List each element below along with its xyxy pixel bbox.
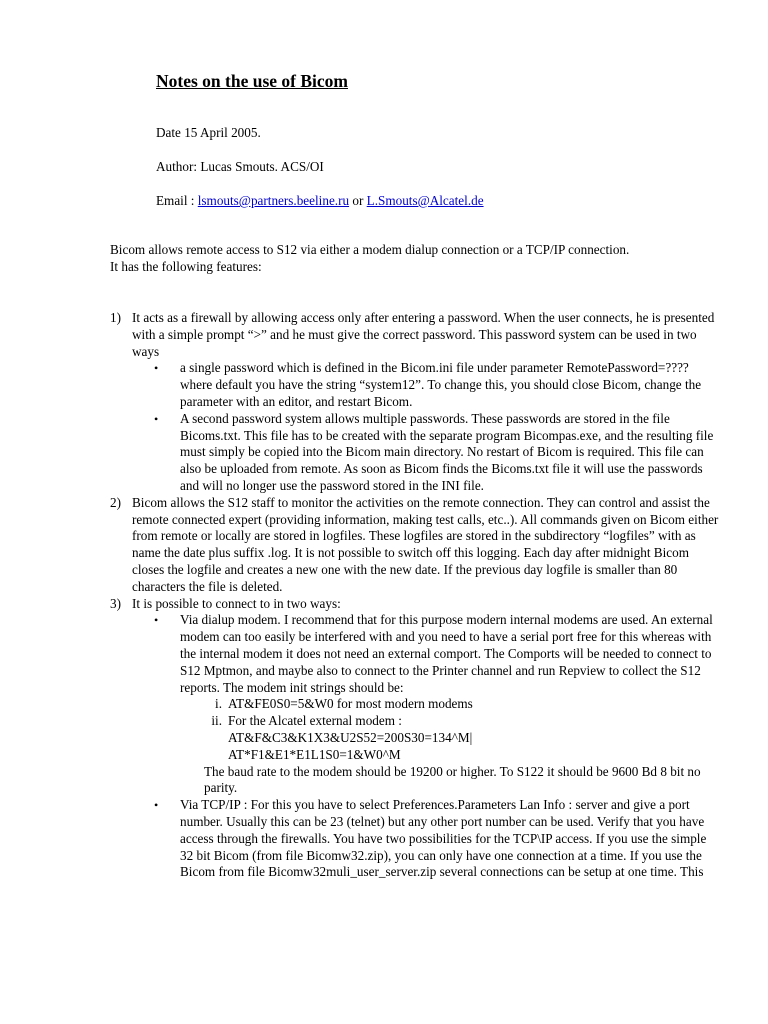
features-list xyxy=(110,310,722,881)
bullet-text: Via dialup modem. I recommend that for this purpose modern internal modems are used. An external modem can too easily be interfered with and you need to have a serial port free for this whereas with the internal modem it does not need an external comport. The Comports will be needed to connect to S12 Mptmon, and maybe also to connect to the Printer channel and run Repview to collect the S12 reports. The modem init strings should be: xyxy=(180,612,713,695)
feature-item-1 xyxy=(110,310,722,495)
document-intro xyxy=(110,242,722,276)
email-link-alcatel[interactable]: L.Smouts@Alcatel.de xyxy=(366,193,484,208)
feature-item-3 xyxy=(110,596,722,882)
bullet-list xyxy=(132,612,722,881)
email-label: Email : xyxy=(156,193,198,208)
bullet-text: a single password which is defined in the Bicom.ini file under parameter RemotePassword=???? where default you have the string “system12”. To change this, you should close Bicom, change the parameter with an editor, and restart Bicom. xyxy=(180,360,702,409)
bullet-item-2 xyxy=(132,797,722,881)
baud-rate-note: The baud rate to the modem should be 19200 or higher. To S122 it should be 9600 Bd 8 bit no parity. xyxy=(204,763,701,796)
roman-numeral: ii. xyxy=(211,713,222,729)
feature-number: 3) xyxy=(110,595,121,611)
bullet-list xyxy=(132,360,722,494)
feature-text: Bicom allows the S12 staff to monitor the activities on the remote connection. They can control and assist the remote connected expert (providing information, making test calls, etc..). All commands given on Bicom either from remote or locally are stored in logfiles. These logfiles are stored in the subdirectory “logfiles” with as name the date plus suffix .log. It is not possible to switch off this logging. Each day after midnight Bicom closes the logfile and creates a new one with the new date. If the previous day logfile is smaller than 80 characters the file is deleted. xyxy=(132,494,719,594)
bullet-item-1 xyxy=(132,360,722,410)
feature-number: 1) xyxy=(110,310,121,325)
document-title: Notes on the use of Bicom xyxy=(156,71,348,91)
feature-number: 2) xyxy=(110,494,121,510)
feature-text: It is possible to connect to in two ways: xyxy=(132,595,341,611)
document-email-line xyxy=(156,193,484,210)
roman-numeral: i. xyxy=(215,696,222,712)
feature-item-2 xyxy=(110,495,722,596)
modem-string-line: AT*F1&E1*E1L1S0=1&W0^M xyxy=(228,746,401,762)
document-author: Author: Lucas Smouts. ACS/OI xyxy=(156,159,324,174)
document-date: Date 15 April 2005. xyxy=(156,125,261,140)
bullet-icon: • xyxy=(154,361,159,376)
roman-item-2 xyxy=(180,713,722,763)
email-link-beeline[interactable]: lsmouts@partners.beeline.ru xyxy=(197,193,350,208)
bullet-icon: • xyxy=(154,613,159,628)
feature-text: It acts as a firewall by allowing access only after entering a password. When the user connects, he is presented with a simple prompt “>” and he must give the correct password. This password system can be used in two ways xyxy=(132,310,715,359)
email-or: or xyxy=(349,193,367,208)
bullet-item-2 xyxy=(132,411,722,495)
modem-string-line: AT&F&C3&K1X3&U2S52=200S30=134^M| xyxy=(228,729,473,745)
intro-paragraph: Bicom allows remote access to S12 via either a modem dialup connection or a TCP/IP connection. xyxy=(110,242,630,257)
modem-string-line: AT&FE0S0=5&W0 for most modern modems xyxy=(228,696,473,712)
bullet-text: A second password system allows multiple passwords. These passwords are stored in the file Bicoms.txt. This file has to be created with the separate program Bicompas.exe, and the resulting file must simply be copied into the Bicom main directory. No restart of Bicom is required. This file can also be uploaded from remote. As soon as Bicom finds the Bicoms.txt file it will use the passwords and will no longer use the password stored in the INI file. xyxy=(180,410,714,493)
roman-list xyxy=(180,696,722,763)
modem-string-line: For the Alcatel external modem : xyxy=(228,713,402,729)
bullet-text: Via TCP/IP : For this you have to select Preferences.Parameters Lan Info : server and give a port number. Usually this can be 23 (telnet) but any other port number can be used. Verify that you have access through the firewalls. You have two possibilities for the TCP\IP access. If you use the simple 32 bit Bicom (from file Bicomw32.zip), you can only have one connection at a time. If you use the Bicom from file Bicomw32muli_user_server.zip several connections can be setup at one time. This xyxy=(180,797,707,880)
features-intro: It has the following features: xyxy=(110,258,262,274)
bullet-icon: • xyxy=(154,798,159,813)
bullet-icon: • xyxy=(154,411,159,426)
bullet-item-1 xyxy=(132,612,722,797)
roman-item-1 xyxy=(180,696,722,713)
